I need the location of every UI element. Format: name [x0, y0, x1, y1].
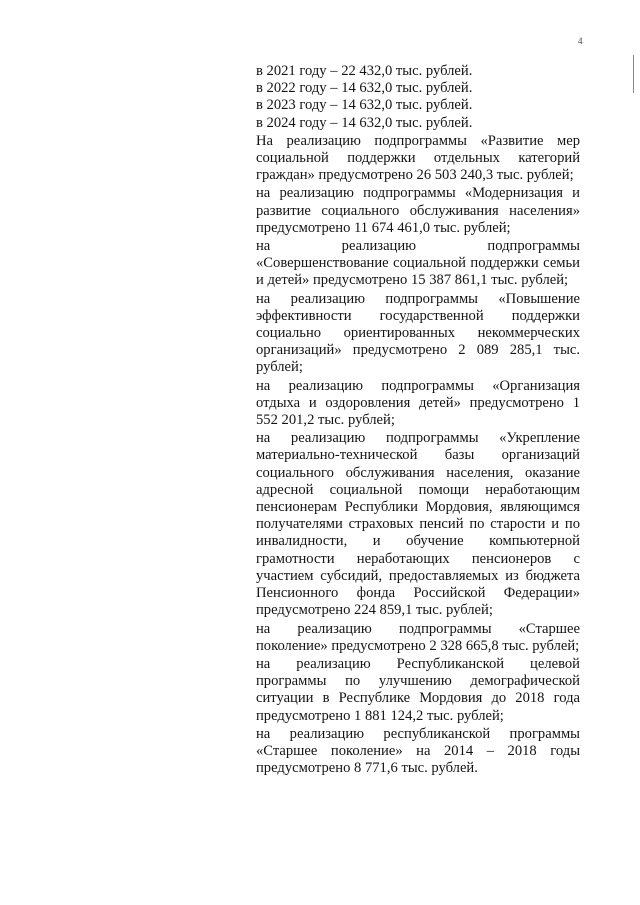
paragraph-social-services-modernization: на реализацию подпрограммы «Модернизация и развитие социального обслуживания населения» предусмотрено 11 674 461,0 тыс. рублей; — [256, 185, 580, 236]
paragraph-older-generation-subprogram: на реализацию подпрограммы «Старшее поколение» предусмотрено 2 328 665,8 тыс. рублей; — [256, 620, 580, 654]
funding-line-2022: в 2022 году – 14 632,0 тыс. рублей. — [256, 80, 473, 97]
paragraph-older-generation-program: на реализацию республиканской программы «Старшее поколение» на 2014 – 2018 годы предусмотрено 8 771,6 тыс. рублей. — [256, 725, 580, 777]
funding-line-2023: в 2023 году – 14 632,0 тыс. рублей. — [256, 97, 473, 114]
funding-line-2024: в 2024 году – 14 632,0 тыс. рублей. — [256, 114, 473, 131]
funding-line-2021: в 2021 году – 22 432,0 тыс. рублей. — [256, 63, 473, 79]
paragraph-children-recreation: на реализацию подпрограммы «Организация отдыха и оздоровления детей» предусмотрено 1 552 201,2 тыс. рублей; — [256, 377, 580, 429]
page-number: 4 — [578, 36, 583, 46]
paragraph-demographic-program: на реализацию Республиканской целевой программы по улучшению демографической ситуации в Республике Мордовия до 2018 года предусмотрено 1 881 124,2 тыс. рублей; — [256, 655, 580, 724]
document-body — [256, 63, 580, 777]
paragraph-social-support-measures: На реализацию подпрограммы «Развитие мер социальной поддержки отдельных категорий граждан» предусмотрено 26 503 240,3 тыс. рублей; — [256, 132, 580, 184]
scan-edge-mark — [633, 55, 634, 93]
paragraph-family-children-support: на реализацию подпрограммы «Совершенствование социальной поддержки семьи и детей» предусмотрено 15 387 861,1 тыс. рублей; — [256, 238, 580, 289]
paragraph-material-base-pensioners: на реализацию подпрограммы «Укрепление материально-технической базы организаций социального обслуживания населения, оказание адресной социальной помощи неработающим пенсионерам Республики Мордовия, являющимся получателями страховых пенсий по старости и по инвалидности, и обучение компьютерной грамотности неработающих пенсионеров с участием субсидий, предоставляемых из бюджета Пенсионного фонда Российской Федерации» предусмотрено 224 859,1 тыс. рублей; — [256, 430, 580, 619]
paragraph-nonprofit-support: на реализацию подпрограммы «Повышение эффективности государственной поддержки социально ориентированных некоммерческих организаций» предусмотрено 2 089 285,1 тыс. рублей; — [256, 290, 580, 376]
